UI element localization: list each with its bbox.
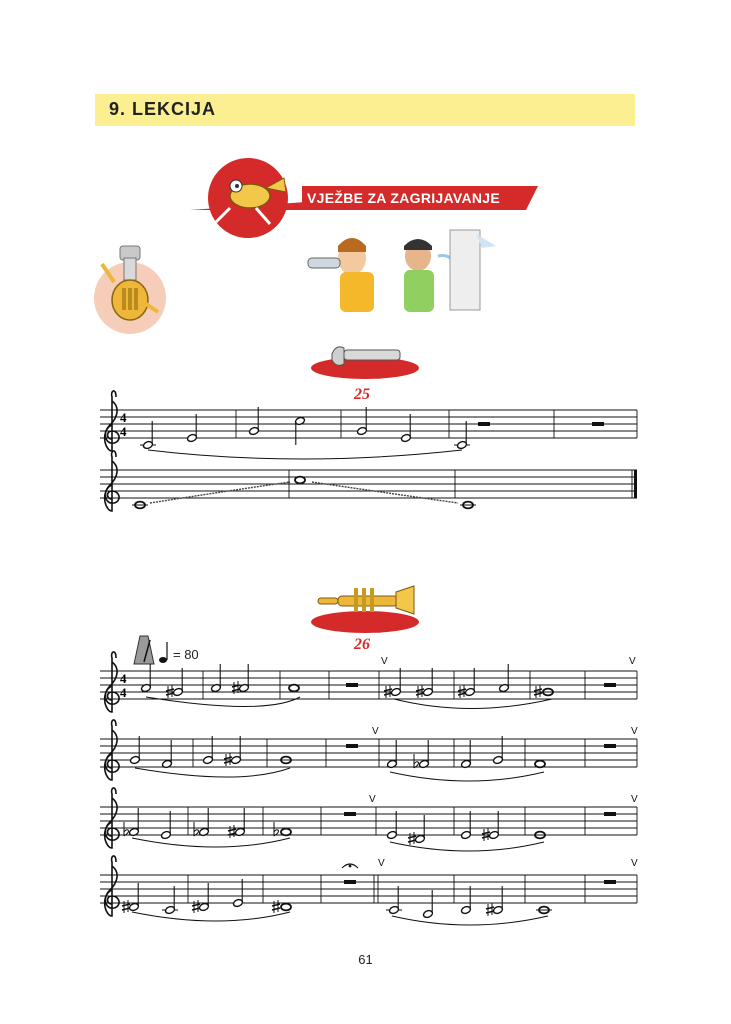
exercise-number: 26	[354, 636, 370, 653]
svg-text:4: 4	[120, 424, 127, 439]
lesson-title: 9. LEKCIJA	[109, 99, 217, 119]
page-number: 61	[358, 952, 373, 967]
breath-mark: V	[631, 726, 638, 737]
svg-text:4: 4	[120, 671, 127, 686]
breath-mark: V	[631, 794, 638, 805]
breath-mark: V	[631, 858, 638, 869]
warmup-label: VJEŽBE ZA ZAGRIJAVANJE	[307, 190, 501, 206]
svg-text:4: 4	[120, 685, 127, 700]
breath-mark: V	[381, 656, 388, 667]
exercise-number: 25	[354, 386, 370, 403]
breath-mark: V	[629, 656, 636, 667]
staff-25-line-1	[100, 391, 637, 459]
breath-mark: V	[369, 794, 376, 805]
staff-26-line-1	[100, 652, 637, 712]
staff-26-line-4	[100, 856, 637, 925]
breath-mark: V	[378, 858, 385, 869]
staff-26-line-2	[100, 720, 637, 781]
svg-text:4: 4	[120, 410, 127, 425]
staff-25-line-2	[100, 451, 637, 511]
breath-mark: V	[372, 726, 379, 737]
tempo-marking: = 80	[173, 647, 199, 662]
